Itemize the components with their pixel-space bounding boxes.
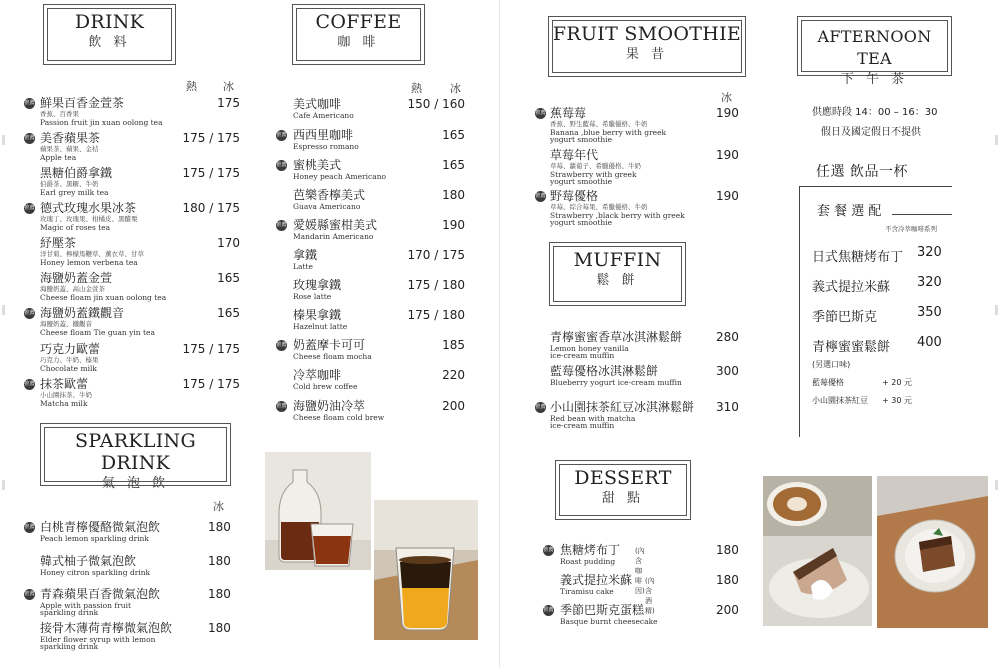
sparkling-item	[40, 587, 160, 617]
latte-cake-photo-illustration	[763, 476, 872, 626]
muffin-item-name: 藍莓優格冰淇淋鬆餅	[550, 364, 659, 378]
sparkling-item-english-2: sparkling drink	[40, 642, 99, 651]
dessert-item-name: 季節巴斯克蛋糕	[560, 603, 645, 617]
smoothie-item	[550, 148, 641, 186]
dessert-item-price: 180	[716, 573, 739, 587]
dessert-item-english: Roast pudding	[560, 557, 616, 566]
dessert-item-note: (內含咖啡因)	[635, 547, 645, 595]
sparkling-item	[40, 554, 150, 577]
afternoon-tea-set-note: 不含冷萃咖啡系列	[885, 225, 937, 233]
drink-item-price: 175 / 175	[182, 342, 240, 356]
drink-item-english: Cheese floam Tie guan yin tea	[40, 328, 155, 337]
drink-item-english: Apple tea	[40, 153, 77, 162]
addon-price: + 30 元	[882, 396, 912, 405]
drink-ice-header: 冰	[223, 80, 234, 93]
recommend-badge-icon: 推薦	[24, 308, 35, 319]
drink-item-english: Matcha milk	[40, 399, 88, 408]
drink-item	[40, 306, 155, 337]
sparkling-ice-header: 冰	[213, 500, 224, 513]
smoothie-item-english-2: yogurt smoothie	[550, 218, 613, 227]
coffee-title-box	[292, 4, 425, 65]
muffin-item-english: Red bean with matcha	[550, 414, 636, 423]
drink-item-price: 180 / 175	[182, 201, 240, 215]
coffee-item	[293, 158, 386, 181]
recommend-badge-icon: 推薦	[24, 522, 35, 533]
muffin-item-english: Lemon honey vanilla	[550, 344, 629, 353]
muffin-title-zh: 鬆 餅	[596, 273, 639, 288]
set-item-price: 350	[917, 305, 942, 320]
drink-item-ingredients: 蘋果茶、蘋果、金桔	[40, 145, 99, 153]
latte-cake-photo	[763, 476, 872, 626]
drink-item	[40, 96, 163, 127]
drink-item-name: 鮮果百香金萱茶	[40, 96, 125, 110]
coffee-item	[293, 248, 317, 271]
sparkling-item-name: 白桃青檸優酪微氣泡飲	[40, 520, 161, 534]
coffee-item-name: 西西里咖啡	[293, 128, 354, 142]
afternoon-tea-title-zh: 下 午 茶	[840, 72, 909, 87]
sparkling-item-english-2: sparkling drink	[40, 608, 99, 617]
coffee-item-price: 185	[442, 338, 465, 352]
muffin-item-price: 300	[716, 364, 739, 378]
smoothie-item-name: 草莓年代	[550, 148, 599, 162]
coffee-item-english: Cheese floam mocha	[293, 352, 372, 361]
set-item-name: 青檸蜜蜜鬆餅	[812, 340, 891, 355]
recommend-badge-icon: 推薦	[276, 220, 287, 231]
drink-item-name: 海鹽奶蓋金萱	[40, 271, 113, 285]
drink-title-box	[43, 4, 176, 65]
coffee-item-name: 蜜桃美式	[293, 158, 342, 172]
coffee-item-price: 175 / 180	[407, 278, 465, 292]
set-item-price: 400	[917, 335, 942, 350]
drink-item-english: Earl grey milk tea	[40, 188, 109, 197]
drink-item-name: 抹茶歐蕾	[40, 377, 89, 391]
afternoon-tea-other-flavor: (另選口味)	[812, 360, 851, 369]
coffee-item	[293, 97, 354, 120]
smoothie-ice-header: 冰	[721, 91, 732, 104]
coffee-hot-header: 熱	[411, 82, 422, 95]
dessert-item-note: (內含酒精)	[645, 577, 655, 615]
sparkling-item-english: Peach lemon sparkling drink	[40, 534, 149, 543]
addon-price: + 20 元	[882, 378, 912, 387]
dessert-item-name: 焦糖烤布丁	[560, 543, 621, 557]
sparkling-item-english: Apple with passion fruit	[40, 601, 131, 610]
recommend-badge-icon: 推薦	[276, 401, 287, 412]
coffee-item-english: Rose latte	[293, 292, 332, 301]
afternoon-tea-title-box	[797, 16, 952, 87]
drink-item-english: Cheese floam jin xuan oolong tea	[40, 293, 167, 302]
coffee-item-price: 190	[442, 218, 465, 232]
set-title-rule	[892, 214, 952, 215]
smoothie-item-price: 190	[716, 106, 739, 120]
drink-item-english: Chocolate milk	[40, 364, 97, 373]
drink-item-ingredients: 伯爵茶、黑糖、牛奶	[40, 180, 99, 188]
smoothie-item-ingredients: 香蕉、野生藍莓、希臘優格、牛奶	[550, 120, 648, 128]
dessert-item-english: Tiramisu cake	[560, 587, 614, 596]
smoothie-item-ingredients: 草莓、蘿蔔子、希臘優格、牛奶	[550, 162, 641, 170]
coffee-title: COFFEE	[315, 11, 402, 33]
recommend-badge-icon: 推薦	[535, 108, 546, 119]
sparkling-title-box	[40, 423, 231, 491]
coffee-item-name: 拿鐵	[293, 248, 318, 262]
coffee-item-english: Honey peach Americano	[293, 172, 387, 181]
recommend-badge-icon: 推薦	[24, 203, 35, 214]
coffee-item	[293, 308, 347, 331]
smoothie-item-english: Banana ,blue berry with greek	[550, 128, 667, 137]
recommend-badge-icon: 推薦	[24, 133, 35, 144]
coffee-item-name: 玫瑰拿鐵	[293, 278, 342, 292]
page-edge-mark	[2, 305, 5, 315]
addon-name: 小山園抹茶紅豆	[812, 396, 868, 405]
recommend-badge-icon: 推薦	[24, 98, 35, 109]
drink-item-name: 巧克力歐蕾	[40, 342, 101, 356]
drink-item-name: 黑糖伯爵拿鐵	[40, 166, 113, 180]
drink-hot-header: 熱	[186, 80, 197, 93]
smoothie-title-box	[548, 16, 746, 77]
addon-name: 藍莓優格	[812, 378, 844, 387]
muffin-item-name: 青檸蜜蜜香草冰淇淋鬆餅	[550, 330, 683, 344]
tiramisu-photo-illustration	[877, 476, 988, 628]
sparkling-title: SPARKLING DRINK	[75, 430, 196, 474]
tiramisu-photo	[877, 476, 988, 628]
drink-item-price: 165	[217, 271, 240, 285]
drink-item	[40, 201, 138, 232]
drink-item-ingredients: 小山園抹茶、牛奶	[40, 391, 92, 399]
smoothie-item-price: 190	[716, 148, 739, 162]
sparkling-item-price: 180	[208, 554, 231, 568]
muffin-title-box	[549, 242, 686, 306]
drink-item	[40, 131, 100, 162]
smoothie-item	[550, 106, 666, 144]
recommend-badge-icon: 推薦	[543, 605, 554, 616]
drink-item-ingredients: 洋甘菊、檸檬馬鞭草、薰衣草、甘草	[40, 250, 144, 258]
sparkling-item-price: 180	[208, 520, 231, 534]
dessert-title-zh: 甜 點	[601, 491, 645, 506]
drink-item	[40, 271, 166, 302]
coffee-item-price: 220	[442, 368, 465, 382]
drink-item-ingredients: 香蕉、百香果	[40, 110, 79, 118]
smoothie-item-price: 190	[716, 189, 739, 203]
coffee-item-english: Cheese floam cold brew	[293, 413, 385, 422]
drink-item-english: Passion fruit jin xuan oolong tea	[40, 118, 163, 127]
recommend-badge-icon: 推薦	[276, 160, 287, 171]
drink-item-ingredients: 巧克力、牛奶、榛果	[40, 356, 99, 364]
sparkling-item	[40, 520, 160, 543]
coffee-item-price: 175 / 180	[407, 308, 465, 322]
sparkling-item-price: 180	[208, 621, 231, 635]
drink-item-english: Magic of roses tea	[40, 223, 111, 232]
coffee-item-price: 150 / 160	[407, 97, 465, 111]
drink-item-price: 175 / 175	[182, 166, 240, 180]
coffee-item-name: 奶蓋摩卡可可	[293, 338, 366, 352]
muffin-item-english-2: ice-cream muffin	[550, 421, 615, 430]
drink-title: DRINK	[74, 11, 145, 33]
drink-item-ingredients: 海鹽奶蓋、高山金萱茶	[40, 285, 105, 293]
page-edge-mark	[2, 135, 5, 145]
coffee-item-name: 海鹽奶油冷萃	[293, 399, 366, 413]
drink-item-name: 海鹽奶蓋鐵觀音	[40, 306, 125, 320]
drink-item-price: 165	[217, 306, 240, 320]
coffee-item	[293, 188, 365, 211]
recommend-badge-icon: 推薦	[543, 545, 554, 556]
drink-item-ingredients: 玫瑰丁、玫瑰果、柑橘皮、黑醋栗	[40, 215, 138, 223]
page-edge-mark	[995, 480, 998, 490]
coffee-item-english: Hazelnut latte	[293, 322, 348, 331]
muffin-item-name: 小山園抹茶紅豆冰淇淋鬆餅	[550, 400, 695, 414]
set-item-name: 義式提拉米蘇	[812, 280, 891, 295]
sparkling-item	[40, 621, 172, 651]
cold-brew-photo	[265, 452, 371, 570]
dessert-item	[560, 603, 658, 626]
smoothie-item-name: 蕉莓莓	[550, 106, 587, 120]
smoothie-title-zh: 果 昔	[625, 47, 669, 62]
drink-item	[40, 342, 100, 373]
coffee-item-english: Mandarin Americano	[293, 232, 374, 241]
afternoon-tea-title: AFTERNOON TEA	[817, 27, 932, 68]
coffee-item-price: 200	[442, 399, 465, 413]
coffee-item-english: Guava Americano	[293, 202, 361, 211]
afternoon-tea-drink-choice: 任選 飲品一杯	[816, 164, 908, 180]
coffee-item	[293, 368, 357, 391]
smoothie-title: FRUIT SMOOTHIE	[552, 23, 742, 45]
drink-item	[40, 236, 144, 267]
coffee-item-price: 165	[442, 158, 465, 172]
muffin-title: MUFFIN	[573, 249, 662, 271]
muffin-item	[550, 364, 682, 387]
sparkling-item-english: Elder flower syrup with lemon	[40, 635, 156, 644]
sparkling-item-price: 180	[208, 587, 231, 601]
coffee-item-name: 冷萃咖啡	[293, 368, 342, 382]
afternoon-tea-hours: 供應時段 14：00 – 16：30	[812, 107, 938, 118]
coffee-item	[293, 218, 377, 241]
smoothie-item-english: Strawberry ,black berry with greek	[550, 211, 685, 220]
page-edge-mark	[995, 305, 998, 315]
page-divider	[499, 0, 500, 668]
recommend-badge-icon: 推薦	[24, 379, 35, 390]
smoothie-item-english: Strawberry with greek	[550, 170, 637, 179]
drink-item	[40, 377, 92, 408]
dessert-item-name: 義式提拉米蘇	[560, 573, 633, 587]
muffin-item-price: 280	[716, 330, 739, 344]
recommend-badge-icon: 推薦	[535, 402, 546, 413]
coffee-item	[293, 338, 372, 361]
coffee-item-english: Espresso romano	[293, 142, 359, 151]
drink-item-name: 美香蘋果茶	[40, 131, 101, 145]
drink-item-name: 德式玫瑰水果冰茶	[40, 201, 137, 215]
drink-item-price: 175	[217, 96, 240, 110]
sparkling-title-zh: 氣 泡 飲	[101, 476, 170, 491]
drink-item-price: 170	[217, 236, 240, 250]
recommend-badge-icon: 推薦	[276, 130, 287, 141]
set-item-price: 320	[917, 275, 942, 290]
smoothie-item	[550, 189, 685, 227]
drink-item-price: 175 / 175	[182, 131, 240, 145]
recommend-badge-icon: 推薦	[276, 340, 287, 351]
dessert-title: DESSERT	[574, 467, 672, 489]
coffee-item-name: 芭樂香檸美式	[293, 188, 366, 202]
coffee-item-english: Cold brew coffee	[293, 382, 358, 391]
coffee-item-price: 170 / 175	[407, 248, 465, 262]
dessert-item-price: 180	[716, 543, 739, 557]
muffin-item-price: 310	[716, 400, 739, 414]
smoothie-item-name: 野莓優格	[550, 189, 599, 203]
sparkling-drink-photo-illustration	[374, 500, 478, 640]
set-item-price: 320	[917, 245, 942, 260]
drink-item-name: 紓壓茶	[40, 236, 77, 250]
sparkling-item-name: 青森蘋果百香微氣泡飲	[40, 587, 161, 601]
sparkling-item-name: 接骨木薄荷青檸微氣泡飲	[40, 621, 173, 635]
afternoon-tea-set-title: 套 餐 選 配	[815, 200, 883, 219]
coffee-item-name: 榛果拿鐵	[293, 308, 342, 322]
muffin-item	[550, 400, 694, 430]
sparkling-item-english: Honey citron sparkling drink	[40, 568, 151, 577]
smoothie-item-english-2: yogurt smoothie	[550, 135, 613, 144]
muffin-item-english: Blueberry yogurt ice-cream muffin	[550, 378, 682, 387]
coffee-title-zh: 咖 啡	[337, 35, 380, 50]
page-edge-mark	[995, 135, 998, 145]
recommend-badge-icon: 推薦	[24, 589, 35, 600]
smoothie-item-ingredients: 草莓、綜合莓果、希臘優格、牛奶	[550, 203, 648, 211]
coffee-item-english: Latte	[293, 262, 313, 271]
sparkling-drink-photo	[374, 500, 478, 640]
dessert-item-english: Basque burnt cheesecake	[560, 617, 658, 626]
coffee-item	[293, 399, 384, 422]
afternoon-tea-holiday-note: 假日及國定假日不提供	[821, 127, 921, 138]
drink-item-price: 175 / 175	[182, 377, 240, 391]
drink-item-ingredients: 海鹽奶蓋、鐵觀音	[40, 320, 92, 328]
coffee-item-english: Cafe Americano	[293, 111, 354, 120]
set-item-name: 季節巴斯克	[812, 310, 878, 325]
muffin-item-english-2: ice-cream muffin	[550, 351, 615, 360]
coffee-item-name: 美式咖啡	[293, 97, 342, 111]
dessert-item-price: 200	[716, 603, 739, 617]
coffee-item	[293, 278, 341, 301]
page-edge-mark	[2, 480, 5, 490]
drink-item-english: Honey lemon verbena tea	[40, 258, 138, 267]
coffee-item	[293, 128, 359, 151]
smoothie-item-english-2: yogurt smoothie	[550, 177, 613, 186]
coffee-ice-header: 冰	[450, 82, 461, 95]
cold-brew-photo-illustration	[265, 452, 371, 570]
coffee-item-price: 165	[442, 128, 465, 142]
drink-title-zh: 飲 料	[88, 35, 131, 50]
set-item-name: 日式焦糖烤布丁	[812, 250, 904, 265]
recommend-badge-icon: 推薦	[535, 191, 546, 202]
muffin-item	[550, 330, 682, 360]
dessert-title-box	[555, 460, 691, 520]
sparkling-item-name: 韓式柚子微氣泡飲	[40, 554, 137, 568]
coffee-item-name: 愛媛縣蜜柑美式	[293, 218, 378, 232]
drink-item	[40, 166, 112, 197]
coffee-item-price: 180	[442, 188, 465, 202]
